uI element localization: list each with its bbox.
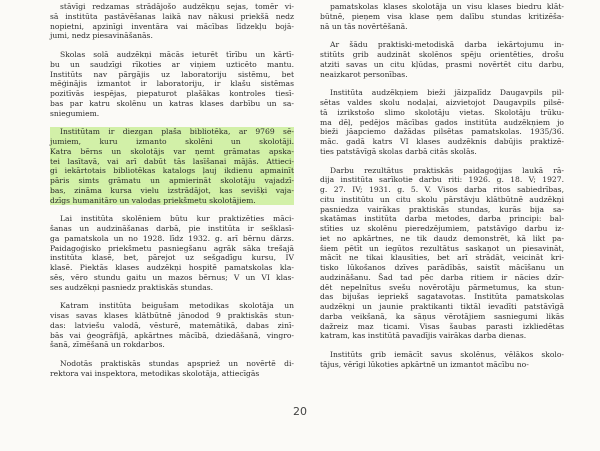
highlighted-text-line: tei lasītavā, vai arī dabūt tās lasīšanai mājās. Attieci-: [50, 156, 294, 166]
text-line: nopietni, apzinīgi inventāra vai mācības līdzekļu bojā-: [50, 21, 294, 31]
text-line: stīties uz skolēnu pieredzējumiem, patstāvīgo darbu iz-: [320, 224, 564, 233]
text-line: atziti savas un citu kļūdas, prasmi novērtēt citu darbu,: [320, 59, 564, 69]
text-line: mācīt ne tikai klausīties, bet arī strādāt, veicināt kri-: [320, 253, 564, 263]
text-line: Darbu rezultātus praktiskās paidagoģijas laukā rā-: [330, 165, 564, 175]
text-line: ties patstāvīgā skolas darbā citās skolās.: [320, 146, 477, 156]
text-line: dažreiz maz ticami. Visas šaubas parasti izkliedētas: [320, 321, 564, 331]
paragraph-spacer: [50, 118, 294, 127]
text-line: Institūta audzēkņiem bieži jāizpalīdz Daugavpils pil-: [330, 88, 564, 98]
text-line: māc. gadā katrs VI klases audzēknis dabūjis praktizē-: [320, 137, 564, 146]
paragraph: [50, 214, 294, 292]
text-line: rektora vai inspektora, metodikas skolotāja, attiecīgās: [50, 368, 260, 378]
highlighted-text-line: pāris simts grāmatu un apmierināt skolotāju vajadzī-: [50, 176, 294, 185]
text-line: sā institūta pastāvēšanas laikā nav nākusi priekšā nedz: [50, 11, 294, 21]
paragraph: [50, 2, 294, 41]
text-line: audzināšanu. Šad tad pēc darba ritiem ir nācies dzīr-: [320, 272, 564, 282]
paragraph: [320, 2, 564, 31]
text-line: tā izrikstošo slimo skolotāju vietas. Skolotāju trūku-: [320, 107, 564, 117]
paragraph: [320, 166, 564, 342]
text-line: Institūts grib iemācīt savus skolēnus, vēlākos skolo-: [330, 350, 564, 359]
text-line: dēt nepelnītus svešu novērotāju pārmetumus, ka stun-: [320, 282, 564, 292]
text-line: šiem pētīt un iegūtos rezultātus saskaņot un piesavināt,: [320, 243, 564, 253]
text-line: skatāmas institūta darba metodes, darba principi: bal-: [320, 214, 564, 224]
text-line: Skolas solā audzēkņi mācās ieturēt tīrību un kārtī-: [60, 50, 294, 59]
paragraph: [320, 88, 564, 156]
text-line: pasniedza vairākas praktiskās stundas, kurās bija sa-: [320, 204, 564, 214]
text-line: ga pamatskola un no 1928. līdz 1932. g. arī bērnu dārzs.: [50, 233, 294, 243]
paragraph-spacer: [320, 31, 564, 40]
text-line: jumi, nedz piesavināšanās.: [50, 31, 153, 41]
paragraph-spacer: [320, 157, 564, 166]
text-line: g. 27. IV; 1931. g. 5. V. Visos darba ritos sabiedrības,: [320, 185, 564, 194]
text-line: tājus, vērīgi lūkoties apkārtnē un izmantot mācību no-: [320, 359, 529, 369]
text-line: klasē. Piektās klases audzēkņi hospitē pamatskolas kla-: [50, 263, 294, 272]
text-line: pamatskolas klases skolotāja un visu klases biedru klāt-: [330, 2, 564, 11]
text-line: šanas un audzināšanas darbā, pie institūta ir sešklasī-: [50, 224, 294, 233]
text-line: dija institūta sarīkotie darbu riti: 1926. g. 18. V; 1927.: [320, 175, 564, 185]
paragraph-spacer: [50, 205, 294, 214]
text-line: ma dēļ, pedējos mācības gados institūta audzēkņiem jo: [320, 117, 564, 127]
text-line: citu institūtu un citu skolu pārstāvju klātbūtnē audzēkņi: [320, 194, 564, 204]
text-line: sētas valdes skolu nodaļai, aizvietojot Daugavpils pilsē-: [320, 98, 564, 107]
text-line: iet no apkārtnes, ne tik daudz demonstrēt, kā likt pa-: [320, 233, 564, 243]
text-line: bās vai ģeogrāfijā, apkārtnes mācībā, dziedāšanā, vingro-: [50, 330, 294, 340]
highlighted-text-line: jumiem, kuru izmanto skolēni un skolotāji.: [50, 137, 294, 146]
text-line: ses audzēkņi pasniedz praktiskās stundas.: [50, 282, 214, 292]
text-line: Ar šādu praktiski-metodiskā darba iekārtojumu in-: [330, 40, 564, 50]
text-line: neaizkarot personības.: [320, 69, 408, 79]
text-line: nā un tās novērtēšanā.: [320, 21, 408, 31]
text-line: pozitīvās iespējas, piepaturot plašākas kontroles tiesī-: [50, 89, 294, 98]
highlighted-text-line: gi iekārtotais bibliotēkas katalogs ļauj ikdienu apmainīt: [50, 166, 294, 176]
text-line: stāvīgi redzamas strādājošo audzēkņu sejas, tomēr vi-: [60, 2, 294, 11]
left-column: [50, 2, 294, 379]
paragraph-spacer: [320, 79, 564, 88]
paragraph: [50, 359, 294, 379]
page-number: 20: [293, 405, 307, 418]
text-line: sniegumiem.: [50, 108, 100, 118]
paragraph: [50, 127, 294, 205]
right-column: [320, 2, 564, 370]
text-line: Lai institūta skolēniem būtu kur praktizēties māci-: [60, 214, 294, 224]
paragraph-spacer: [50, 292, 294, 301]
paragraph: [320, 40, 564, 79]
text-line: audzēkņi un jaunie praktikanti tiktāl ievadīti patstāvīgā: [320, 302, 564, 311]
text-line: Paidagoģisko priekšmetu pasniegšanu agrāk sāka trešajā: [50, 243, 294, 253]
highlighted-text-line: Katra bērns un skolotājs var ņemt grāmatas apska-: [50, 146, 294, 156]
highlighted-text-line: bas, zināma kursa vielu izstrādājot, kas sevišķi vaja-: [50, 185, 294, 195]
text-line: bu un saudzīgi rīkoties ar viņiem uzticēto mantu.: [50, 59, 294, 69]
paragraph-spacer: [50, 350, 294, 359]
text-line: darba veikšanā, ka sāņus vērotājiem sasniegumi likās: [320, 311, 564, 321]
text-line: institūta klasē, bet, pārejot uz sešgadīgu kursu, IV: [50, 253, 294, 263]
text-line: stitūts grib audzināt skolēnos spēju orientēties, drošu: [320, 50, 564, 59]
text-line: sēs, vēro stundu gaitu un mazos bērnus; V un VI klas-: [50, 272, 294, 282]
text-line: bieži jāapciemo dažādas pilsētas pamatskolas. 1935/36.: [320, 127, 564, 137]
paragraph: [50, 50, 294, 118]
text-line: das: latviešu valodā, vēsturē, matemātikā, dabas zinī-: [50, 320, 294, 330]
paragraph: [320, 350, 564, 370]
paragraph: [50, 301, 294, 350]
text-line: Katram institūta beigušam metodikas skolotāja un: [60, 301, 294, 311]
text-line: katram, kas institūtā pavadījis vairākas darba dienas.: [320, 331, 527, 341]
paragraph-spacer: [320, 341, 564, 350]
text-line: Institūts nav pārgājis uz laboratoriju sistēmu, bet: [50, 69, 294, 79]
text-line: būtnē, pieņem visa klase ņem dalību stundas kritizēša-: [320, 11, 564, 21]
text-line: das bijušas iepriekš sagatavotas. Institūta pamatskolas: [320, 292, 564, 302]
text-line: tisko lūkošanos dzīves parādībās, saistīt mācīšanu un: [320, 263, 564, 272]
text-line: šanā, zīmēšanā un rokdarbos.: [50, 340, 165, 350]
text-line: Nodotās praktiskās stundas apspriež un novērtē di-: [60, 359, 294, 368]
text-line: visas savas klases klātbūtnē jānodod 9 praktiskās stun-: [50, 311, 294, 320]
paragraph-spacer: [50, 41, 294, 50]
text-line: mēģinājis izmantot ir laboratoriju, ir klašu sistēmas: [50, 79, 294, 89]
highlighted-text-line: dzīgs humanitāro un valodas priekšmetu skolotājiem.: [50, 196, 294, 206]
highlighted-text-line: Institūtam ir diezgan plaša bibliotēka, ar 9769 sē-: [50, 127, 294, 137]
text-line: bas par katru skolēnu un katras klases darbību un sa-: [50, 98, 294, 108]
